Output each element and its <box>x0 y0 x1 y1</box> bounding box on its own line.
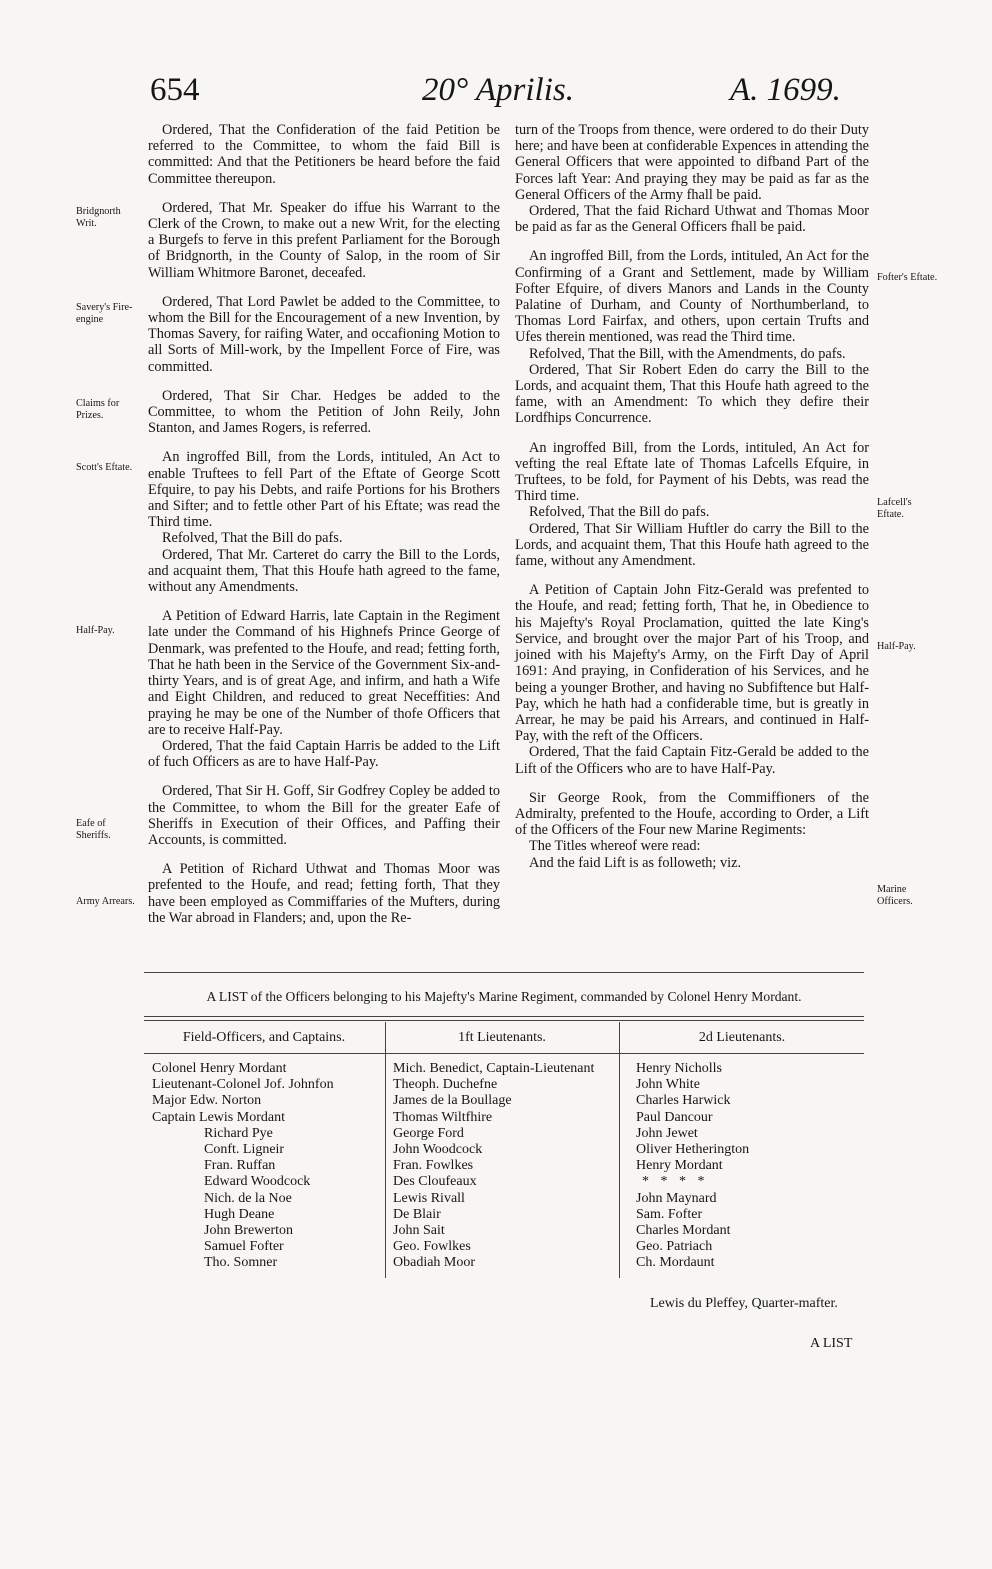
officer-name: Mich. Benedict, Captain-Lieutenant <box>393 1061 595 1076</box>
left-text-column <box>148 122 500 926</box>
officer-name: Des Cloufeaux <box>393 1174 477 1190</box>
first-lieutenants-list <box>393 1061 594 1272</box>
officer-name: Paul Dancour <box>636 1109 713 1125</box>
paragraph: Ordered, That Sir Char. Hedges be added to the Committee, to whom the Petition of John Reily, John Stanton, and James Rogers, is referred. <box>148 387 500 437</box>
paragraph: Ordered, That Mr. Carteret do carry the Bill to the Lords, and acquaint them, That this Houfe hath agreed to the fame, without any Amendments. <box>148 546 500 596</box>
margin-note: Marine Officers. <box>877 884 913 907</box>
officer-name: John Maynard <box>636 1190 717 1206</box>
column-header: 1ft Lieutenants. <box>458 1030 546 1045</box>
paragraph: Ordered, That Sir Robert Eden do carry the Bill to the Lords, and acquaint them, That this Houfe hath agreed to the fame, with an Amendment: To which they defire their Lordfhips Concurrence. <box>515 361 869 427</box>
officer-name: Fran. Fowlkes <box>393 1158 474 1174</box>
margin-note: Half-Pay. <box>877 641 916 652</box>
margin-note: Half-Pay. <box>76 625 115 636</box>
paragraph: Ordered, That Lord Pawlet be added to the Committee, to whom the Bill for the Encouragement of a new Invention, by Thomas Savery, for raifing Water, and occafioning Motion to all Sorts of Mill-work, by the Impellent Force of Fire, was committed. <box>148 293 500 375</box>
officer-name: Samuel Fofter <box>204 1239 284 1255</box>
officer-name: John Woodcock <box>393 1142 483 1158</box>
paragraph: Ordered, That the faid Captain Harris be added to the Lift of fuch Officers as are to have Half-Pay. <box>148 737 500 771</box>
margin-note: Eafe of Sheriffs. <box>76 818 111 841</box>
running-head-year: A. 1699. <box>730 72 841 108</box>
paragraph: Ordered, That the faid Captain Fitz-Gerald be added to the Lift of the Officers who are to have Half-Pay. <box>515 744 869 777</box>
officer-name: Lieutenant-Colonel Jof. Johnfon <box>152 1077 334 1093</box>
paragraph: An ingroffed Bill, from the Lords, intituled, An Act for vefting the real Eftate late of Thomas Lafcells Efquire, in Truftees, to be fold, for Payment of his Debts, was read the Third time. <box>515 439 869 505</box>
paragraph: Ordered, That Mr. Speaker do iffue his Warrant to the Clerk of the Crown, to make out a new Writ, for the electing a Burgefs to ferve in this prefent Parliament for the Borough of Bridgnorth, in the County of Salop, in the room of Sir William Whitmore Baronet, deceafed. <box>148 199 500 281</box>
asterisk-separator: * * * * <box>642 1174 709 1190</box>
divider <box>144 1020 864 1021</box>
margin-note: Lafcell's Eftate. <box>877 497 912 520</box>
paragraph: Ordered, That the Confideration of the faid Petition be referred to the Committee, to whom the faid Bill is committed: And that the Petitioners be heard before the faid Committee thereupon. <box>148 122 500 187</box>
second-lieutenants-list <box>636 1061 749 1272</box>
officer-name: Oliver Hetherington <box>636 1142 750 1158</box>
paragraph: Refolved, That the Bill do pafs. <box>162 530 343 547</box>
margin-note: Bridgnorth Writ. <box>76 206 121 229</box>
officer-name: George Ford <box>393 1125 464 1141</box>
paragraph: A Petition of Edward Harris, late Captain in the Regiment late under the Command of his Highnefs Prince George of Denmark, was prefented to the Houfe, and read; fetting forth, That he hath been in the Service of the Government Six-and-thirty Years, and is of great Age, and infirm, and hath a Wife and Eight Children, and reduced to great Neceffities: And praying he may be one of the Number of thofe Officers that are to receive Half-Pay. <box>148 608 500 738</box>
margin-note: Scott's Eftate. <box>76 462 133 473</box>
paragraph: Refolved, That the Bill do pafs. <box>529 504 710 521</box>
officer-name: Nich. de la Noe <box>204 1190 292 1206</box>
officer-name: Henry Nicholls <box>636 1061 722 1076</box>
officer-name: Theoph. Duchefne <box>393 1077 498 1093</box>
running-head-date: 20° Aprilis. <box>422 72 574 108</box>
officer-name: John White <box>636 1077 700 1093</box>
officer-name: Henry Mordant <box>636 1158 723 1174</box>
officer-name: Charles Harwick <box>636 1093 731 1109</box>
column-header: 2d Lieutenants. <box>698 1030 786 1045</box>
officer-name: Major Edw. Norton <box>152 1093 262 1109</box>
paragraph: Sir George Rook, from the Commiffioners of the Admiralty, prefented to the Houfe, according to Order, a Lift of the Officers of the Four new Marine Regiments: <box>515 789 869 839</box>
officer-name: John Jewet <box>636 1125 698 1141</box>
margin-note: Fofter's Eftate. <box>877 272 938 283</box>
paragraph: turn of the Troops from thence, were ordered to do their Duty here; and have been at confiderable Expences in attending the General Officers that were appointed to difband Part of the Forces laft Year: And praying they may be paid as far as the General Officers of the Army fhall be paid. <box>515 122 869 203</box>
divider <box>144 1053 864 1054</box>
officer-name: Sam. Fofter <box>636 1206 703 1222</box>
divider <box>144 1016 864 1017</box>
officer-name: John Brewerton <box>204 1223 294 1239</box>
catchword: A LIST <box>810 1336 853 1351</box>
officer-name: Geo. Fowlkes <box>393 1239 471 1255</box>
officer-name: Richard Pye <box>204 1125 273 1141</box>
officer-name: Captain Lewis Mordant <box>152 1109 285 1125</box>
officer-name: John Sait <box>393 1223 445 1239</box>
officer-name: Hugh Deane <box>204 1206 275 1222</box>
column-rule <box>619 1022 620 1278</box>
officer-name: Ch. Mordaunt <box>636 1255 715 1271</box>
officer-name: Geo. Patriach <box>636 1239 713 1255</box>
paragraph: The Titles whereof were read: <box>529 838 701 855</box>
margin-note: Army Arrears. <box>76 896 135 907</box>
officer-name: Charles Mordant <box>636 1223 731 1239</box>
paragraph: An ingroffed Bill, from the Lords, intituled, An Act for the Confirming of a Grant and Settlement, made by William Fofter Efquire, of divers Manors and Lands in the County Palatine of Durham, and County of Northumberland, to Thomas Lord Fairfax, and others, upon certain Trufts and Ufes therein mentioned, was read the Third time. <box>515 248 869 346</box>
margin-note: Claims for Prizes. <box>76 398 120 421</box>
officer-name: Colonel Henry Mordant <box>152 1061 287 1076</box>
paragraph: An ingroffed Bill, from the Lords, intituled, An Act to enable Truftees to fell Part of the Eftate of George Scott Efquire, to pay his Debts, and raife Portions for his Brothers and Sifter; and to fettle other Part of his Eftate; was read the Third time. <box>148 449 500 531</box>
officer-name: De Blair <box>393 1206 441 1222</box>
list-title: A LIST of the Officers belonging to his Majefty's Marine Regiment, commanded by Colonel Henry Mordant. <box>206 989 802 1004</box>
paragraph: Ordered, That Sir William Huftler do carry the Bill to the Lords, and acquaint them, That this Houfe hath agreed to the fame, without any Amendment. <box>515 520 869 570</box>
paragraph: A Petition of Richard Uthwat and Thomas Moor was prefented to the Houfe, and read; fetting forth, That they have been employed as Commiffaries of the Mufters, during the War abroad in Flanders; and, upon the Re- <box>148 861 500 926</box>
page-number: 654 <box>150 72 200 108</box>
officer-name: Lewis Rivall <box>393 1190 465 1206</box>
officer-name: Conft. Ligneir <box>204 1142 285 1158</box>
officer-name: James de la Boullage <box>393 1093 512 1109</box>
right-text-column <box>515 122 869 871</box>
paragraph: A Petition of Captain John Fitz-Gerald was prefented to the Houfe, and read; fetting forth, That he, in Obedience to his Majefty's Royal Proclamation, quitted the late King's Service, and brought over the major Part of his Troop, and joined with his Majefty's Army, on the Firft Day of April 1691: And praying, in Confideration of his Services, and he being a younger Brother, and having no Subfiftence but Half-Pay, which he hath had a confiderable time, but is greatly in Arrear, he may be paid his Arrears, and continued in Half-Pay, with the reft of the Officers. <box>515 582 869 745</box>
column-header: Field-Officers, and Captains. <box>182 1030 346 1045</box>
paragraph: Ordered, That the faid Richard Uthwat and Thomas Moor be paid as far as the General Officers fhall be paid. <box>515 203 869 236</box>
officer-name: Edward Woodcock <box>204 1174 311 1190</box>
officer-name: Obadiah Moor <box>393 1255 476 1271</box>
officer-name: Tho. Somner <box>204 1255 278 1271</box>
paragraph: Refolved, That the Bill, with the Amendments, do pafs. <box>529 345 846 362</box>
field-officers-list <box>152 1061 334 1272</box>
officer-name: Fran. Ruffan <box>204 1158 276 1174</box>
officer-name: Thomas Wiltfhire <box>393 1109 493 1125</box>
divider <box>144 972 864 973</box>
paragraph: Ordered, That Sir H. Goff, Sir Godfrey Copley be added to the Committee, to whom the Bill for the greater Eafe of Sheriffs in Execution of their Offices, and Paffing their Accounts, is committed. <box>148 783 500 848</box>
paragraph: And the faid Lift is as followeth; viz. <box>529 854 742 871</box>
margin-note: Savery's Fire-engine <box>76 302 133 325</box>
column-rule <box>385 1022 386 1278</box>
quartermaster-line: Lewis du Pleffey, Quarter-mafter. <box>650 1296 838 1311</box>
